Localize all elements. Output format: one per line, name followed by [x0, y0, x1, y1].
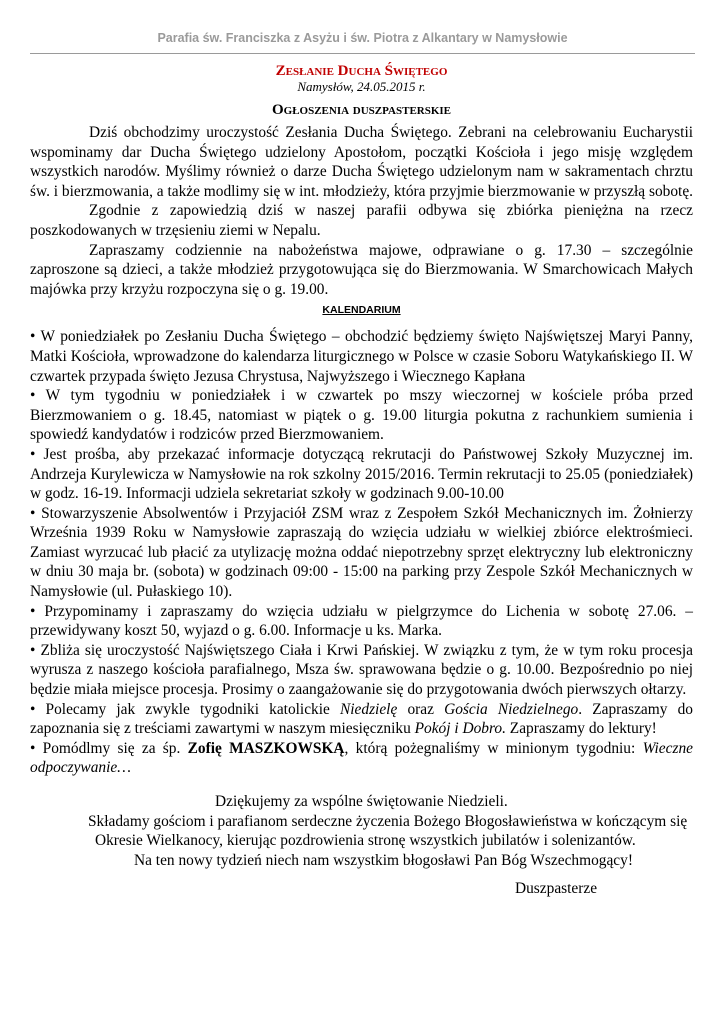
calendar-item: • Jest prośba, aby przekazać informacje dotyczącą rekrutacji do Państwowej Szkoły Muzycznej im. Andrzeja Kurylewicza w Namysłowie na rok szkolny 2015/2016. Termin rekrutacji to 25.05 (poniedziałek) w godz. 16-19. Informacji udziela sekretariat szkoły w godzinach 9.00-10.00 [30, 445, 693, 503]
paragraph-nepal-collection: Zgodnie z zapowiedzią dziś w naszej parafii odbywa się zbiórka pieniężna na rzecz poszkodowanych w trzęsieniu ziemi w Nepalu. [30, 202, 693, 239]
paragraph-may-devotions: Zapraszamy codziennie na nabożeństwa majowe, odprawiane o g. 17.30 – szczególnie zaproszone są dzieci, a także młodzież przygotowująca się do Bierzmowania. W Smarchowicach Małych majówka przy krzyżu rozpoczyna się o g. 19.00. [30, 241, 693, 298]
calendar-item-magazines [30, 700, 693, 739]
signature: Duszpasterze [515, 880, 598, 898]
calendar-item: • Zbliża się uroczystość Najświętszego Ciała i Krwi Pańskiej. W związku z tym, że w tym roku procesja wyrusza z naszego kościoła parafialnego, Msza św. sprawowana będzie o g. 10.00. Bezpośrednio po niej będzie miała miejsce procesja. Prosimy o zaangażowanie się do przygotowania dwóch pierwszych ołtarzy. [30, 641, 693, 699]
text-part: , którą pożegnaliśmy w minionym tygodniu: [344, 739, 643, 757]
text-part: • Polecamy jak zwykle tygodniki katolickie [30, 700, 340, 718]
paragraph-pentecost: Dziś obchodzimy uroczystość Zesłania Ducha Świętego. Zebrani na celebrowaniu Eucharystii wspominamy dar Ducha Świętego udzielony Apostołom, początki Kościoła i jego misję względem wszystkich narodów. Myślimy również o darze Ducha Świętego udzielonym nam w sakramentach chrztu św. i bierzmowania, a także modlimy się w int. młodzieży, która przyjmie bierzmowanie w przyszłą sobotę. [30, 124, 694, 200]
deceased-name: Zofię MASZKOWSKĄ [187, 739, 345, 757]
parish-header: Parafia św. Franciszka z Asyżu i św. Piotra z Alkantary w Namysłowie [157, 31, 568, 45]
closing-wishes-line2: Okresie Wielkanocy, kierując pozdrowienia stronę wszystkich jubilatów i solenizantów. [95, 832, 636, 850]
closing-wishes-line1: Składamy gościom i parafianom serdeczne życzenia Bożego Błogosławieństwa w kończącym się [88, 812, 688, 830]
calendar-item: • Przypominamy i zapraszamy do wzięcia udziału w pielgrzymce do Lichenia w sobotę 27.06. – przewidywany koszt 50, wyjazd o g. 6.00. Informacje u ks. Marka. [30, 602, 693, 640]
text-part: oraz [397, 700, 445, 718]
calendar-item-prayer [30, 739, 693, 778]
place-date: Namysłów, 24.05.2015 r. [297, 79, 426, 94]
prayer-quote: Wieczne odpoczywanie… [30, 739, 693, 777]
magazine-title: Pokój i Dobro. [414, 720, 506, 738]
calendar-item: • Stowarzyszenie Absolwentów i Przyjaciół ZSM wraz z Zespołem Szkół Mechanicznych im. Żołnierzy Września 1939 Roku w Namysłowie zapraszają do wzięcia udziału w wielkiej zbiórce elektrośmieci. Zamiast wyrzucać lub płacić za utylizację można oddać niepotrzebny sprzęt elektryczny lub elektroniczny w dniu 30 maja br. (sobota) w godzinach 09:00 - 15:00 na parking przy Zespole Szkół Mechanicznych w Namysłowie (ul. Pułaskiego 10). [30, 504, 693, 601]
text-part: • Pomódlmy się za śp. [30, 739, 188, 757]
text-part: Zapraszamy do lektury! [505, 720, 657, 738]
announcements-title: Ogłoszenia duszpasterskie [271, 102, 452, 118]
calendar-item: • W tym tygodniu w poniedziałek i w czwartek po mszy wieczornej w kościele próba przed Bierzmowaniem o g. 18.45, natomiast w piątek o g. 19.00 liturgia pokutna z rachunkiem sumienia i spowiedź kandydatów i rodziców przed Bierzmowaniem. [30, 387, 693, 444]
calendar-item: • W poniedziałek po Zesłaniu Ducha Świętego – obchodzić będziemy święto Najświętszej Maryi Panny, Matki Kościoła, wprowadzone do kalendarza liturgicznego w Polsce w czasie Soboru Watykańskiego II. W czwartek przypada święto Jezusa Chrystusa, Najwyższego i Wiecznego Kapłana [30, 328, 693, 385]
closing-section [30, 792, 693, 899]
closing-blessing: Na ten nowy tydzień niech nam wszystkim błogosławi Pan Bóg Wszechmogący! [134, 851, 633, 869]
calendar-title: KALENDARIUM [322, 304, 401, 317]
feast-title: Zesłanie Ducha Świętego [275, 63, 448, 79]
closing-thanks: Dziękujemy za wspólne świętowanie Niedzieli. [215, 793, 508, 810]
announcements-document [30, 62, 693, 899]
header-divider [30, 53, 695, 54]
text-part: . Zapraszamy do zapoznania się z treściami zawartymi w naszym miesięczniku [30, 700, 693, 738]
magazine-title: Gościa Niedzielnego [444, 700, 579, 718]
magazine-title: Niedzielę [340, 700, 398, 718]
